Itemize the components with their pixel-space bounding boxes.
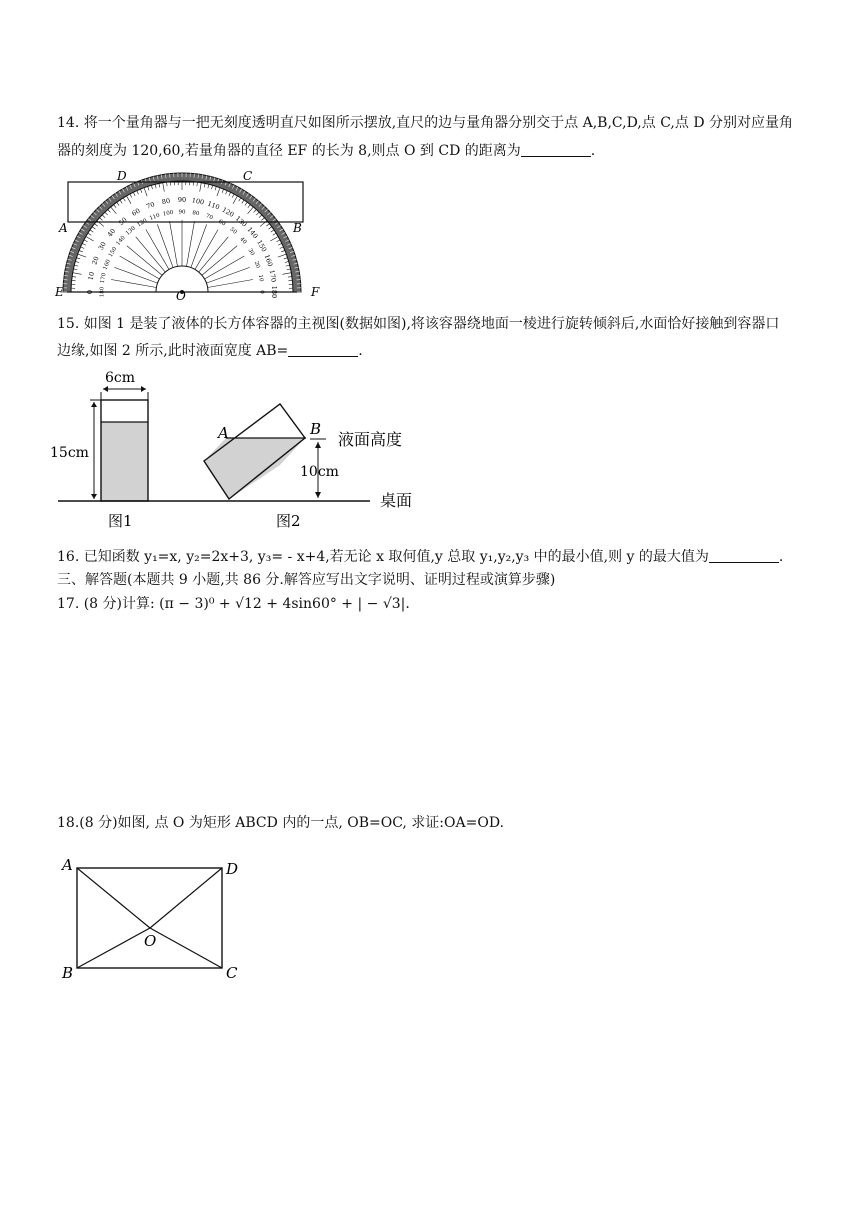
scale-tick [82, 243, 86, 245]
inner-scale-number: 40 [238, 236, 248, 246]
inner-scale-number: 170 [99, 272, 108, 284]
q15-line1: 15. 如图 1 是装了液体的长方体容器的主视图(数据如图),将该容器绕地面一棱进行旋转倾斜后,水面恰好接触到容器口 [57, 316, 780, 332]
outer-scale-number: 150 [255, 238, 269, 254]
q15-line2 [57, 341, 363, 361]
scale-tick [281, 250, 285, 251]
liquid-height-label: 液面高度 [338, 430, 403, 449]
scale-tick [287, 269, 291, 270]
radial-line [157, 224, 173, 267]
inner-scale-number: 110 [148, 212, 161, 222]
outer-scale-number: 110 [206, 199, 221, 212]
scale-tick [148, 186, 149, 190]
outer-scale-number: 160 [262, 253, 275, 268]
scale-tick [90, 230, 93, 232]
scale-tick [284, 258, 288, 259]
label-a-fig2: A [218, 424, 229, 442]
scale-tick [78, 254, 86, 257]
q16-line [57, 547, 783, 567]
outer-scale-number: 130 [233, 214, 249, 229]
rectangle-abcd [77, 868, 222, 968]
label-f: F [311, 285, 320, 299]
segment-oa [77, 868, 150, 928]
scale-tick [127, 196, 132, 204]
q17-prefix: 17. (8 分)计算: [57, 596, 160, 612]
scale-tick [130, 194, 132, 198]
radial-line [187, 221, 195, 266]
outer-scale-number: 60 [130, 206, 142, 218]
segment-oc [150, 928, 222, 968]
scale-tick [248, 207, 254, 214]
outer-scale-number: 70 [145, 200, 156, 211]
label-a-rect: A [62, 856, 73, 874]
radial-line [146, 230, 169, 270]
scale-tick [117, 202, 119, 205]
scale-tick [81, 247, 85, 249]
radial-line [195, 230, 218, 270]
scale-tick [114, 205, 116, 208]
inner-scale-number: 50 [228, 226, 238, 236]
scale-tick [278, 254, 286, 257]
label-c-rect: C [226, 964, 238, 982]
scale-tick [288, 277, 292, 278]
label-o-rect: O [144, 932, 157, 950]
inner-scale-number: 80 [191, 210, 200, 218]
scale-tick [273, 233, 276, 235]
scale-tick [159, 183, 160, 187]
segment-od [150, 868, 222, 928]
scale-tick [229, 192, 231, 196]
label-c: C [243, 169, 253, 183]
level-label: 10cm [300, 464, 339, 480]
table-label: 桌面 [380, 491, 413, 510]
scale-tick [248, 205, 250, 208]
q17-line [57, 594, 410, 614]
outer-scale-number: 120 [220, 205, 236, 219]
q15-line2-text: 边缘,如图 2 所示,此时液面宽度 AB= [57, 343, 289, 359]
inner-scale-number: 130 [124, 225, 137, 237]
scale-tick [73, 269, 77, 270]
scale-tick [111, 207, 117, 214]
outer-scale-number: 140 [245, 225, 260, 241]
label-b: B [293, 221, 302, 235]
outer-scale-number: 100 [191, 196, 205, 207]
inner-scale-number: 90 [178, 209, 186, 216]
label-e: E [55, 285, 64, 299]
radial-line [114, 267, 157, 283]
scale-tick [226, 191, 228, 195]
scale-tick [144, 188, 147, 196]
scale-tick [215, 186, 216, 190]
scale-tick [108, 210, 111, 213]
scale-tick [100, 218, 103, 221]
q17-expression: (π − 3)⁰ + √12 + 4sin60° + | − √3|. [159, 596, 410, 612]
radial-line [111, 279, 156, 287]
inner-scale-number: 60 [217, 218, 227, 228]
scale-tick [120, 200, 122, 203]
scale-tick [73, 273, 82, 275]
width-label: 6cm [105, 370, 136, 386]
radial-line [120, 256, 160, 279]
outer-scale-number: 0 [86, 289, 94, 295]
inner-scale-number: 0 [258, 290, 265, 294]
scale-tick [211, 185, 212, 189]
scale-tick [204, 183, 205, 187]
scale-tick [259, 215, 262, 218]
scale-tick [105, 212, 108, 215]
scale-tick [155, 184, 156, 188]
q15-end: . [358, 343, 363, 359]
radial-line [169, 221, 177, 266]
outer-scale-number: 170 [267, 269, 278, 283]
outer-scale-number: 90 [177, 196, 187, 204]
scale-tick [200, 183, 202, 192]
scale-tick [239, 198, 241, 201]
scale-tick [262, 218, 265, 221]
scale-tick [242, 200, 244, 203]
inner-scale-number: 30 [246, 247, 256, 257]
scale-tick [167, 182, 168, 186]
label-d-rect: D [226, 860, 239, 878]
radial-line [191, 224, 207, 267]
scale-tick [222, 189, 223, 193]
scale-tick [276, 240, 280, 242]
scale-tick [286, 265, 290, 266]
scale-tick [197, 182, 198, 186]
scale-tick [256, 212, 259, 215]
inner-scale-number: 10 [256, 274, 264, 283]
scale-tick [266, 224, 269, 226]
scale-tick [76, 258, 80, 259]
label-a: A [59, 221, 68, 235]
section-3-heading: 三、解答题(本题共 9 小题,共 86 分.解答应写出文字说明、证明过程或演算步骤) [57, 572, 556, 588]
label-b-rect: B [62, 964, 74, 982]
outer-scale-number: 80 [161, 196, 171, 207]
inner-scale-number: 20 [252, 260, 261, 270]
q16-text: 16. 已知函数 y₁=x, y₂=2x+3, y₃= - x+4,若无论 x 取何值,y 总取 y₁,y₂,y₃ 中的最小值,则 y 的最大值为 [57, 549, 709, 565]
q18-line: 18.(8 分)如图, 点 O 为矩形 ABCD 内的一点, OB=OC, 求证:OA=OD. [57, 815, 504, 831]
inner-scale-number: 180 [99, 286, 106, 298]
protractor [63, 173, 301, 298]
scale-tick [84, 240, 88, 242]
outer-scale-number: 50 [117, 215, 129, 228]
liquid-fig1 [101, 422, 148, 501]
fig1-caption: 图1 [108, 512, 133, 530]
label-d: D [117, 169, 127, 183]
q14-line2-text: 器的刻度为 120,60,若量角器的直径 EF 的长为 8,则点 O 到 CD 的距离为 [57, 143, 521, 159]
scale-tick [278, 243, 282, 245]
q14-line2 [57, 141, 595, 161]
scale-tick [123, 198, 125, 201]
scale-tick [270, 237, 278, 242]
scale-tick [269, 227, 272, 229]
radial-line [199, 237, 229, 272]
protractor-figure [55, 166, 330, 302]
outer-scale-number: 10 [86, 271, 97, 281]
container-figure [50, 362, 430, 532]
scale-tick [95, 224, 98, 226]
scale-tick [75, 261, 79, 262]
scale-tick [133, 192, 135, 196]
rectangle-figure [60, 852, 250, 984]
answer-blank-14[interactable] [521, 142, 591, 157]
scale-tick [208, 184, 209, 188]
inner-scale-number: 160 [102, 258, 112, 271]
scale-tick [232, 194, 234, 198]
inner-scale-number: 70 [204, 213, 214, 222]
inner-scale-number: 140 [115, 234, 127, 247]
inner-scale-number: 100 [162, 209, 174, 218]
answer-blank-15[interactable] [288, 342, 358, 357]
radial-line [136, 237, 166, 272]
label-b-fig2: B [310, 420, 322, 438]
inner-scale-number: 150 [107, 246, 119, 259]
scale-tick [151, 185, 152, 189]
radial-line [202, 246, 237, 276]
scale-tick [72, 277, 76, 278]
q16-end: . [778, 549, 784, 565]
q14-line1: 14. 将一个量角器与一把无刻度透明直尺如图所示摆放,直尺的边与量角器分别交于点 A,B,C,D,点 C,点 D 分别对应量角 [57, 115, 793, 131]
scale-tick [233, 196, 238, 204]
radial-line [208, 279, 253, 287]
scale-tick [137, 191, 139, 195]
outer-scale-number: 30 [96, 240, 108, 252]
answer-blank-16[interactable] [709, 548, 779, 563]
scale-tick [280, 247, 284, 249]
label-o: O [176, 289, 186, 302]
scale-tick [86, 237, 94, 242]
scale-tick [271, 230, 274, 232]
scale-tick [282, 273, 291, 275]
inner-scale-number: 120 [136, 217, 149, 229]
scale-tick [285, 261, 289, 262]
scale-tick [102, 215, 105, 218]
fig2-caption: 图2 [276, 512, 301, 530]
scale-tick [217, 188, 220, 196]
scale-tick [88, 233, 91, 235]
scale-tick [92, 227, 95, 229]
radial-line [127, 246, 162, 276]
scale-tick [163, 183, 165, 192]
radial-line [206, 267, 249, 283]
scale-tick [245, 202, 247, 205]
q14-end: . [590, 143, 596, 159]
outer-scale-number: 180 [270, 285, 278, 299]
segment-ob [77, 928, 150, 968]
outer-scale-number: 20 [90, 255, 101, 266]
scale-tick [74, 265, 78, 266]
radial-line [205, 256, 245, 279]
height-label: 15cm [50, 445, 89, 461]
scale-tick [79, 250, 83, 251]
scale-tick [254, 210, 257, 213]
liquid-fig2 [204, 438, 305, 499]
outer-scale-number: 40 [105, 227, 118, 239]
scale-tick [140, 189, 141, 193]
